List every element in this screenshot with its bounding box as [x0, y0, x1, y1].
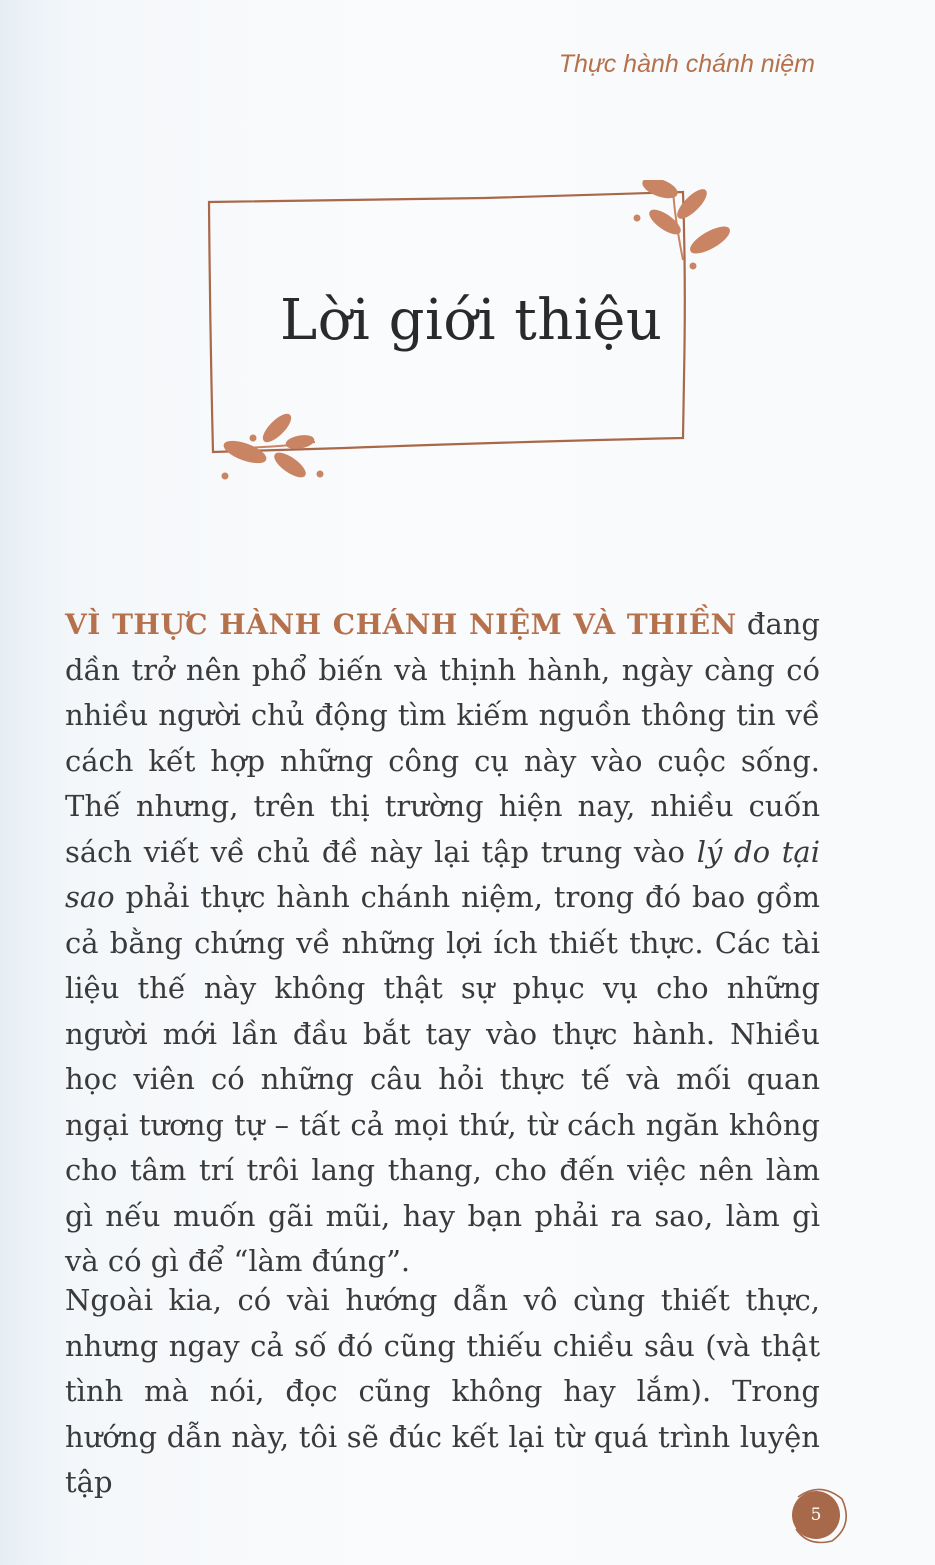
chapter-title-frame [205, 180, 735, 490]
page-number-badge [790, 1485, 850, 1545]
paragraph-2: Ngoài kia, có vài hướng dẫn vô cùng thiết thực, nhưng ngay cả số đó cũng thiếu chiều sâu (và thật tình mà nói, đọc cũng không hay lắm). Trong hướng dẫn này, tôi sẽ đúc kết lại từ quá trình luyện tập [65, 1283, 820, 1499]
paragraph-1-emphasis: lý do tại sao [65, 834, 820, 914]
paragraph-1-text-b: phải thực hành chánh niệm, trong đó bao gồm cả bằng chứng về những lợi ích thiết thực. Các tài liệu thế này không thật sự phục vụ cho những người mới lần đầu bắt tay vào thực hành. Nhiều học viên có những câu hỏi thực tế và mối quan ngại tương tự – tất cả mọi thứ, từ cách ngăn không cho tâm trí trôi lang thang, cho đến việc nên làm gì nếu muốn gãi mũi, hay bạn phải ra sao, làm gì và có gì để “làm đúng”. [65, 880, 820, 1278]
chapter-title: Lời giới thiệu [280, 288, 663, 353]
paragraph-1-text-a: đang dần trở nên phổ biến và thịnh hành, ngày càng có nhiều người chủ động tìm kiếm nguồn thông tin về cách kết hợp những công cụ này vào cuộc sống. Thế nhưng, trên thị trường hiện nay, nhiều cuốn sách viết về chủ đề này lại tập trung vào [65, 607, 820, 869]
paragraph-1 [65, 602, 820, 1285]
leaf-branch-bottom-left-icon [222, 410, 323, 481]
paragraph-lead-caps: VÌ THỰC HÀNH CHÁNH NIỆM VÀ THIỀN [65, 608, 737, 641]
running-header: Thực hành chánh niệm [558, 50, 815, 78]
page-number: 5 [792, 1491, 840, 1539]
